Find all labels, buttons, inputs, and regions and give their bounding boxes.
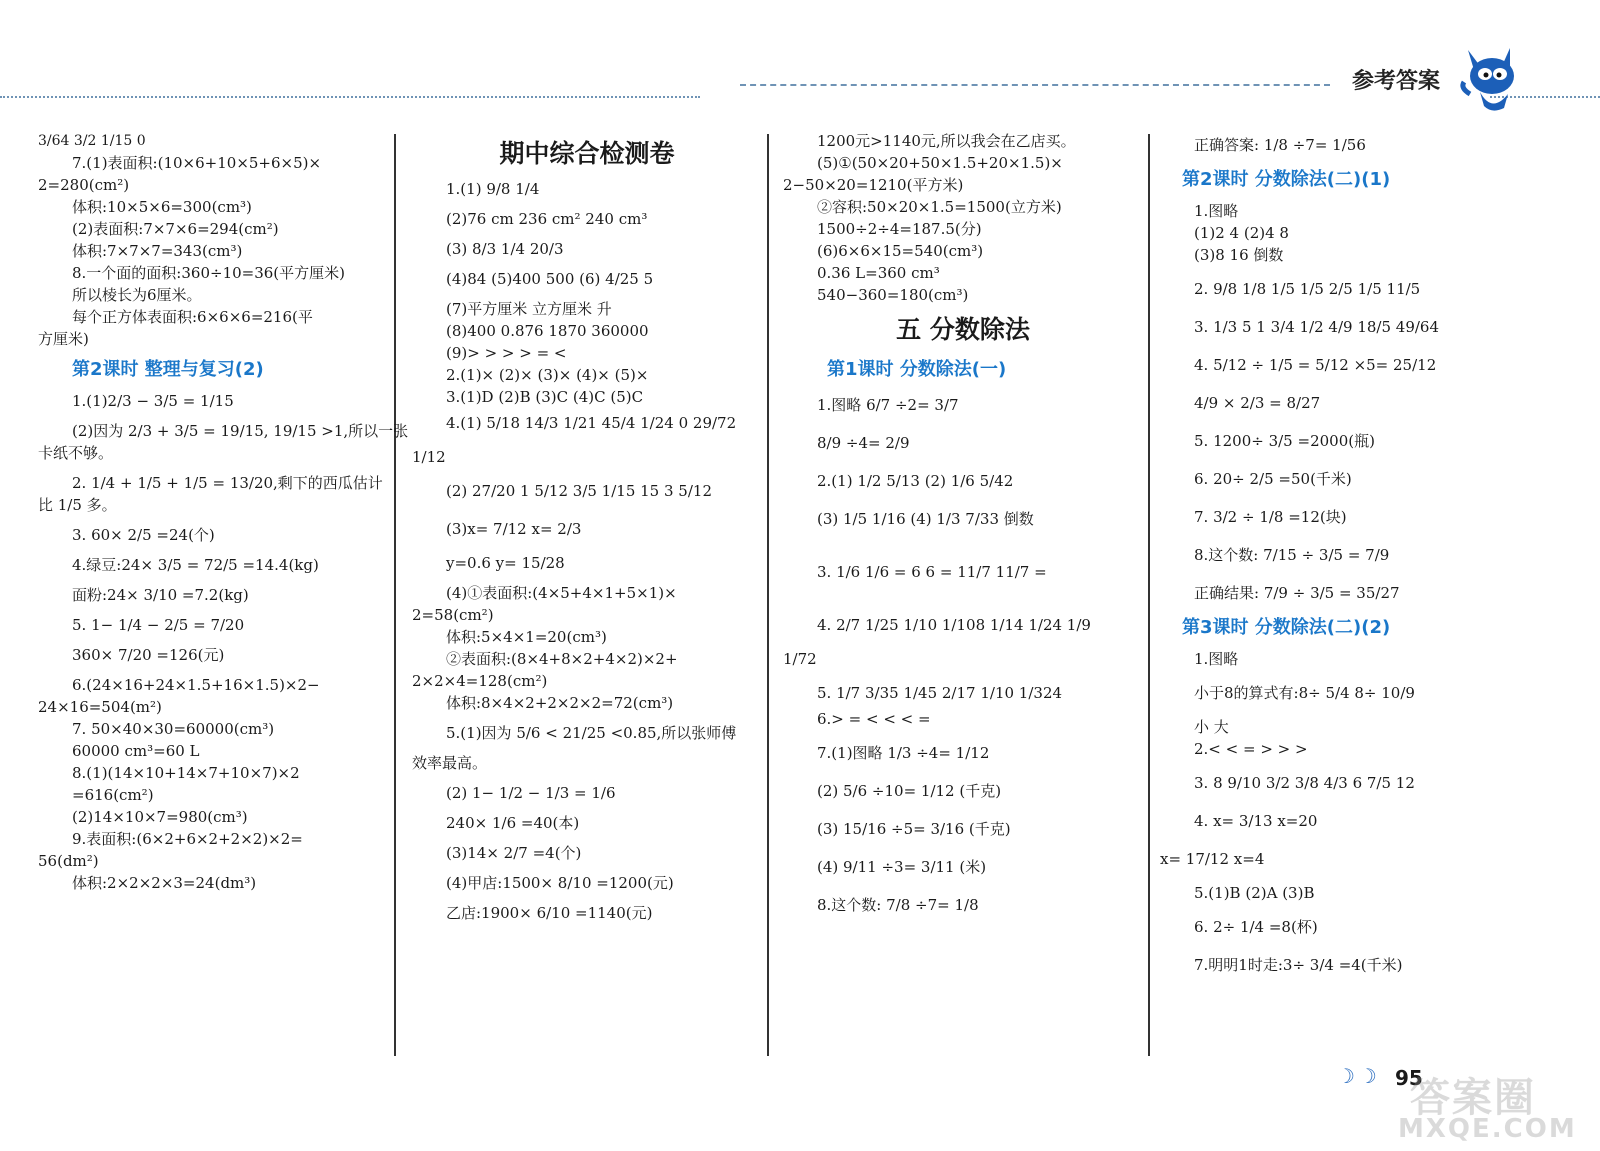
answer-line: 0.36 L=360 cm³ bbox=[817, 264, 940, 282]
answer-line: 方厘米) bbox=[38, 330, 89, 348]
answer-line: (2)76 cm 236 cm² 240 cm³ bbox=[446, 210, 648, 228]
answer-line: 体积:8×4×2+2×2×2=72(cm³) bbox=[446, 694, 674, 712]
column-2 bbox=[412, 130, 762, 924]
answer-line: ②容积:50×20×1.5=1500(立方米) bbox=[817, 198, 1062, 216]
answer-line: 6. 20÷ 2/5 =50(千米) bbox=[1194, 470, 1352, 488]
answer-line: 2.< < = > > > bbox=[1194, 740, 1308, 758]
column-divider-1 bbox=[394, 134, 396, 1056]
answer-line: 正确结果: 7/9 ÷ 3/5 = 35/27 bbox=[1194, 584, 1400, 602]
answer-line: 9.表面积:(6×2+6×2+2×2)×2= bbox=[72, 830, 303, 848]
answer-line: 面粉:24× 3/10 =7.2(kg) bbox=[72, 586, 249, 604]
answer-line: 3. 1/6 1/6 = 6 6 = 11/7 11/7 = bbox=[817, 563, 1047, 581]
unit-title: 五 分数除法 bbox=[896, 315, 1030, 344]
answer-line: 卡纸不够。 bbox=[38, 444, 114, 462]
answer-line: (4)甲店:1500× 8/10 =1200(元) bbox=[446, 874, 674, 892]
exam-title: 期中综合检测卷 bbox=[499, 139, 675, 168]
answer-line: 体积:2×2×2×3=24(dm³) bbox=[72, 874, 257, 892]
answer-line: 6.> = < < < = bbox=[817, 710, 931, 728]
answer-line: 2. 1/4 + 1/5 + 1/5 = 13/20,剩下的西瓜估计 bbox=[72, 474, 383, 492]
answer-line: 7. 50×40×30=60000(cm³) bbox=[72, 720, 275, 738]
header-rule-right bbox=[740, 84, 1330, 86]
watermark-logo: 答案圈 bbox=[1410, 1075, 1536, 1121]
section-heading: 第1课时 分数除法(一) bbox=[827, 359, 1007, 380]
answer-line: ②表面积:(8×4+8×2+4×2)×2+ bbox=[446, 650, 678, 668]
watermark-url: MXQE.COM bbox=[1398, 1114, 1577, 1144]
answer-line: 小于8的算式有:8÷ 5/4 8÷ 10/9 bbox=[1194, 684, 1415, 702]
answer-line: 7. 3/2 ÷ 1/8 =12(块) bbox=[1194, 508, 1347, 526]
answer-line: (8)400 0.876 1870 360000 bbox=[446, 322, 649, 340]
answer-line: 3. 60× 2/5 =24(个) bbox=[72, 526, 215, 544]
answer-line: (4) 9/11 ÷3= 3/11 (米) bbox=[817, 858, 987, 876]
answer-line: (7)平方厘米 立方厘米 升 bbox=[446, 300, 612, 318]
section-heading: 第2课时 分数除法(二)(1) bbox=[1182, 169, 1391, 190]
answer-line: 1/12 bbox=[412, 448, 446, 466]
answer-line: 4.(1) 5/18 14/3 1/21 45/4 1/24 0 29/72 bbox=[446, 414, 737, 432]
column-4 bbox=[1160, 130, 1580, 980]
answer-line: 8.(1)(14×10+14×7+10×7)×2 bbox=[72, 764, 300, 782]
column-divider-3 bbox=[1148, 134, 1150, 1056]
cat-mascot-icon bbox=[1458, 42, 1528, 114]
answer-line: (1)2 4 (2)4 8 bbox=[1194, 224, 1289, 242]
answer-line: 2. 9/8 1/8 1/5 1/5 2/5 1/5 11/5 bbox=[1194, 280, 1421, 298]
answer-line: 3.(1)D (2)B (3)C (4)C (5)C bbox=[446, 388, 644, 406]
answer-line: (3)x= 7/12 x= 2/3 bbox=[446, 520, 582, 538]
answer-line: (2) 27/20 1 5/12 3/5 1/15 15 3 5/12 bbox=[446, 482, 712, 500]
answer-line: 7.(1)图略 1/3 ÷4= 1/12 bbox=[817, 744, 990, 762]
answer-line: (4)84 (5)400 500 (6) 4/25 5 bbox=[446, 270, 654, 288]
answer-line: 5. 1200÷ 3/5 =2000(瓶) bbox=[1194, 432, 1375, 450]
answer-line: 效率最高。 bbox=[412, 754, 488, 772]
answer-line: 240× 1/6 =40(本) bbox=[446, 814, 580, 832]
answer-line: 所以棱长为6厘米。 bbox=[72, 286, 202, 304]
answer-line: 1/72 bbox=[783, 650, 817, 668]
answer-line: y=0.6 y= 15/28 bbox=[446, 554, 565, 572]
answer-line: (3)14× 2/7 =4(个) bbox=[446, 844, 582, 862]
answer-line: 3. 8 9/10 3/2 3/8 4/3 6 7/5 12 bbox=[1194, 774, 1415, 792]
header-rule-left bbox=[0, 96, 700, 98]
answer-line: (4)①表面积:(4×5+4×1+5×1)× bbox=[446, 584, 677, 602]
section-heading: 第3课时 分数除法(二)(2) bbox=[1182, 617, 1391, 638]
answer-line: 2−50×20=1210(平方米) bbox=[783, 176, 964, 194]
answer-line: 8/9 ÷4= 2/9 bbox=[817, 434, 910, 452]
answer-line: (3) 8/3 1/4 20/3 bbox=[446, 240, 564, 258]
answer-line: 2×2×4=128(cm²) bbox=[412, 672, 548, 690]
answer-line: 体积:5×4×1=20(cm³) bbox=[446, 628, 607, 646]
answer-line: 6. 2÷ 1/4 =8(杯) bbox=[1194, 918, 1318, 936]
answer-line: 1.图略 6/7 ÷2= 3/7 bbox=[817, 396, 959, 414]
answer-line: 体积:7×7×7=343(cm³) bbox=[72, 242, 243, 260]
column-divider-2 bbox=[767, 134, 769, 1056]
answer-line: (9)> > > > = < bbox=[446, 344, 567, 362]
answer-line: 乙店:1900× 6/10 =1140(元) bbox=[446, 904, 653, 922]
answer-line: 体积:10×5×6=300(cm³) bbox=[72, 198, 252, 216]
answer-line: 24×16=504(m²) bbox=[38, 698, 162, 716]
answer-line: 60000 cm³=60 L bbox=[72, 742, 200, 760]
answer-line: 56(dm²) bbox=[38, 852, 99, 870]
column-1 bbox=[38, 130, 409, 894]
answer-line: 1200元>1140元,所以我会在乙店买。 bbox=[817, 132, 1076, 150]
answer-line: (2)因为 2/3 + 3/5 = 19/15, 19/15 >1,所以一张 bbox=[72, 422, 409, 440]
answer-line: =616(cm²) bbox=[72, 786, 154, 804]
answer-line: 4. 2/7 1/25 1/10 1/108 1/14 1/24 1/9 bbox=[817, 616, 1091, 634]
answer-line: (3) 15/16 ÷5= 3/16 (千克) bbox=[817, 820, 1011, 838]
answer-line: 1.(1)2/3 − 3/5 = 1/15 bbox=[72, 392, 234, 410]
answer-line: 每个正方体表面积:6×6×6=216(平 bbox=[72, 308, 313, 326]
crescent-moons-icon: ☽☽ bbox=[1337, 1064, 1381, 1088]
answer-line: 2.(1)× (2)× (3)× (4)× (5)× bbox=[446, 366, 649, 384]
answer-line: (2)14×10×7=980(cm³) bbox=[72, 808, 248, 826]
answer-line: (3)8 16 倒数 bbox=[1194, 246, 1284, 264]
answer-line: 6.(24×16+24×1.5+16×1.5)×2− bbox=[72, 676, 320, 694]
answer-line: 3. 1/3 5 1 3/4 1/2 4/9 18/5 49/64 bbox=[1194, 318, 1440, 336]
answer-line: 360× 7/20 =126(元) bbox=[72, 646, 225, 664]
answer-line: 5.(1)因为 5/6 < 21/25 <0.85,所以张师傅 bbox=[446, 724, 737, 742]
answer-line: (5)①(50×20+50×1.5+20×1.5)× bbox=[817, 154, 1063, 172]
answer-line: 2.(1) 1/2 5/13 (2) 1/6 5/42 bbox=[817, 472, 1014, 490]
answer-line: x= 17/12 x=4 bbox=[1160, 850, 1265, 868]
answer-line: 3/64 3/2 1/15 0 bbox=[38, 133, 146, 149]
answer-line: 5. 1− 1/4 − 2/5 = 7/20 bbox=[72, 616, 245, 634]
answer-line: 比 1/5 多。 bbox=[38, 496, 117, 514]
answer-line: 4/9 × 2/3 = 8/27 bbox=[1194, 394, 1321, 412]
column-3 bbox=[783, 130, 1143, 920]
section-heading: 第2课时 整理与复习(2) bbox=[72, 359, 264, 380]
answer-line: 小 大 bbox=[1194, 718, 1229, 736]
answer-line: 1500÷2÷4=187.5(分) bbox=[817, 220, 982, 238]
answer-line: (2) 1− 1/2 − 1/3 = 1/6 bbox=[446, 784, 616, 802]
answer-line: 4.绿豆:24× 3/5 = 72/5 =14.4(kg) bbox=[72, 556, 319, 574]
answer-line: (2) 5/6 ÷10= 1/12 (千克) bbox=[817, 782, 1002, 800]
answer-line: 8.这个数: 7/15 ÷ 3/5 = 7/9 bbox=[1194, 546, 1390, 564]
answer-line: 4. x= 3/13 x=20 bbox=[1194, 812, 1318, 830]
answer-line: 1.图略 bbox=[1194, 202, 1239, 220]
answer-line: 2=58(cm²) bbox=[412, 606, 494, 624]
header-title: 参考答案 bbox=[1352, 69, 1441, 94]
page-number: 95 bbox=[1395, 1066, 1423, 1090]
answer-line: 540−360=180(cm³) bbox=[817, 286, 969, 304]
answer-line: 4. 5/12 ÷ 1/5 = 5/12 ×5= 25/12 bbox=[1194, 356, 1437, 374]
answer-line: 7.明明1时走:3÷ 3/4 =4(千米) bbox=[1194, 956, 1403, 974]
answer-line: 5. 1/7 3/35 1/45 2/17 1/10 1/324 bbox=[817, 684, 1063, 702]
answer-line: 5.(1)B (2)A (3)B bbox=[1194, 884, 1315, 902]
answer-line: 1.(1) 9/8 1/4 bbox=[446, 180, 540, 198]
answer-line: 7.(1)表面积:(10×6+10×5+6×5)× bbox=[72, 154, 322, 172]
answer-line: 8.这个数: 7/8 ÷7= 1/8 bbox=[817, 896, 979, 914]
answer-line: 8.一个面的面积:360÷10=36(平方厘米) bbox=[72, 264, 346, 282]
answer-line: 1.图略 bbox=[1194, 650, 1239, 668]
answer-line: 2=280(cm²) bbox=[38, 176, 130, 194]
answer-line: 正确答案: 1/8 ÷7= 1/56 bbox=[1194, 136, 1366, 154]
answer-line: (6)6×6×15=540(cm³) bbox=[817, 242, 984, 260]
answer-line: (2)表面积:7×7×6=294(cm²) bbox=[72, 220, 279, 238]
answer-line: (3) 1/5 1/16 (4) 1/3 7/33 倒数 bbox=[817, 510, 1034, 528]
